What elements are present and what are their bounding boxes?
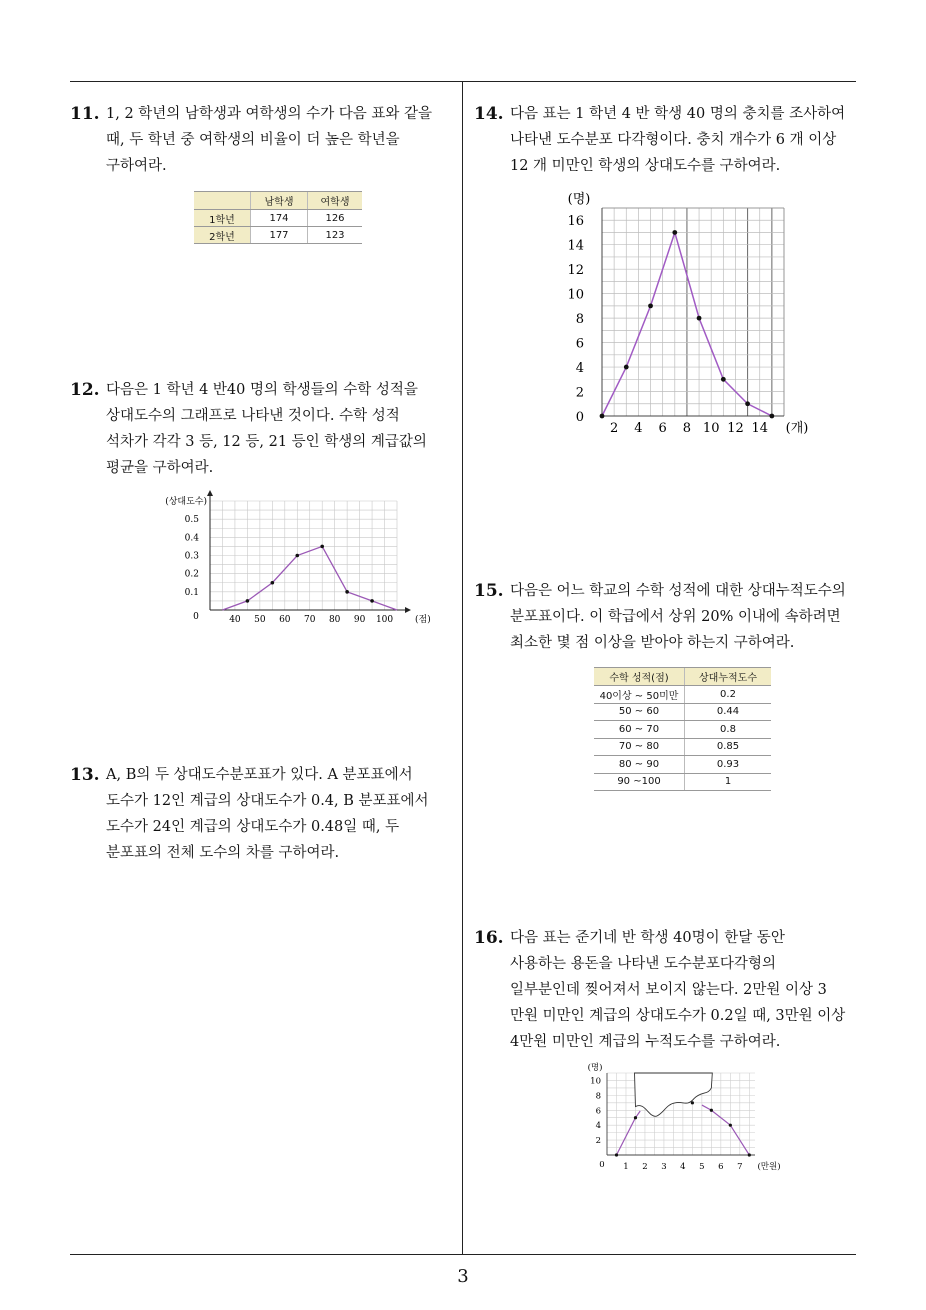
- data-point: [697, 316, 702, 321]
- question-text-line: 평균을 구하여라.: [106, 460, 214, 476]
- x-tick-label: 10: [702, 421, 720, 436]
- y-axis-label: (상대도수): [165, 497, 207, 507]
- question-text-line: 다음은 1 학년 4 반40 명의 학생들의 수학 성적을: [106, 382, 418, 398]
- question-text-line: 구하여라.: [106, 158, 167, 174]
- table-header: 남학생: [251, 192, 308, 210]
- x-tick-label: 100: [375, 615, 394, 625]
- question-text-line: 석차가 각각 3 등, 12 등, 21 등인 학생의 계급값의: [106, 434, 427, 450]
- y-tick-label: 4: [575, 361, 584, 377]
- x-tick-label: 90: [353, 615, 366, 625]
- y-tick-label: 14: [567, 238, 584, 254]
- question-text-line: 사용하는 용돈을 나타낸 도수분포다각형의: [510, 956, 776, 972]
- x-tick-label: 60: [279, 615, 291, 625]
- q12-relative-frequency-chart: [140, 487, 431, 632]
- y-tick-label: 0.1: [184, 587, 199, 598]
- y-tick-label: 0.4: [184, 533, 199, 544]
- x-axis-label: (만원): [757, 1162, 781, 1172]
- question-text-line: 1, 2 학년의 남학생과 여학생의 수가 다음 표와 같을: [106, 106, 433, 122]
- question-11: [70, 101, 455, 179]
- top-rule: [70, 81, 856, 82]
- table-cell: 174: [251, 210, 308, 227]
- question-text-line: 12 개 미만인 학생의 상대도수를 구하여라.: [510, 158, 781, 174]
- y-tick-label: 0.3: [184, 551, 199, 562]
- table-cell: 40이상 ~ 50미만: [594, 686, 685, 704]
- data-point: [648, 303, 653, 308]
- data-point: [721, 377, 726, 382]
- x-tick-label: 6: [718, 1162, 724, 1172]
- data-point: [246, 599, 250, 603]
- y-axis-label: (명): [587, 1063, 603, 1073]
- question-text-line: 최소한 몇 점 이상을 받아야 하는지 구하여라.: [510, 635, 795, 651]
- question-15: [474, 578, 859, 656]
- y-tick-label: 12: [567, 263, 584, 279]
- x-axis-arrow: [405, 607, 411, 613]
- x-tick-label: 4: [634, 421, 643, 436]
- table-cell: 80 ~ 90: [594, 756, 685, 774]
- y-tick-label: 10: [567, 287, 584, 303]
- q15-table: [594, 667, 771, 791]
- y-tick-label: 10: [590, 1076, 601, 1087]
- q11-table: [194, 191, 362, 244]
- x-tick-label: 1: [623, 1162, 629, 1172]
- table-cell: 2학년: [194, 227, 251, 244]
- y-tick-label: 6: [595, 1106, 601, 1117]
- question-text-line: 도수가 24인 계급의 상대도수가 0.48일 때, 두: [106, 819, 400, 835]
- question-number: 14.: [474, 104, 504, 124]
- q16-torn-frequency-polygon: [580, 1060, 790, 1175]
- data-point: [271, 581, 275, 585]
- y-tick-label: 0.2: [184, 569, 199, 580]
- table-cell: 70 ~ 80: [594, 738, 685, 756]
- x-axis-label: (개): [785, 421, 809, 436]
- data-point: [295, 554, 299, 558]
- y-tick-label: 8: [575, 312, 584, 328]
- y-tick-label: 4: [595, 1121, 601, 1132]
- data-point: [672, 230, 677, 235]
- x-tick-label: 4: [680, 1162, 686, 1172]
- column-divider: [462, 81, 463, 1255]
- question-number: 16.: [474, 928, 504, 948]
- table-cell: 1학년: [194, 210, 251, 227]
- y-tick-label: 0.5: [184, 515, 199, 526]
- x-tick-label: 40: [229, 615, 241, 625]
- y-tick-label: 0: [575, 410, 584, 425]
- data-point: [745, 401, 750, 406]
- x-tick-label: 7: [737, 1162, 743, 1172]
- question-number: 12.: [70, 380, 100, 400]
- x-tick-label: 12: [727, 421, 744, 436]
- question-text-line: 다음은 어느 학교의 수학 성적에 대한 상대누적도수의: [510, 583, 846, 599]
- q14-frequency-polygon: [555, 188, 815, 438]
- question-text-line: 만원 미만인 계급의 상대도수가 0.2일 때, 3만원 이상: [510, 1008, 846, 1024]
- question-text-line: 상대도수의 그래프로 나타낸 것이다. 수학 성적: [106, 408, 400, 424]
- y-axis-label: (명): [567, 192, 591, 207]
- table-header: 상대누적도수: [685, 668, 772, 686]
- table-cell: 0.93: [685, 756, 772, 774]
- question-text-line: 분포표의 전체 도수의 차를 구하여라.: [106, 845, 340, 861]
- table-cell: 0.8: [685, 721, 772, 739]
- table-header: 수학 성적(점): [594, 668, 685, 686]
- table-cell: 177: [251, 227, 308, 244]
- x-axis-label: (점): [415, 615, 431, 625]
- table-cell: 0.2: [685, 686, 772, 704]
- table-cell: 0.44: [685, 703, 772, 721]
- y-tick-label: 2: [595, 1136, 601, 1147]
- question-text-line: 도수가 12인 계급의 상대도수가 0.4, B 분포표에서: [106, 793, 429, 809]
- x-tick-label: 6: [658, 421, 667, 436]
- data-point: [748, 1153, 751, 1156]
- data-point: [600, 414, 605, 419]
- question-12: [70, 377, 455, 481]
- origin-label: 0: [193, 612, 199, 622]
- data-point: [345, 590, 349, 594]
- y-tick-label: 2: [575, 385, 584, 401]
- data-point: [691, 1101, 694, 1104]
- question-text-line: 4만원 미만인 계급의 누적도수를 구하여라.: [510, 1034, 781, 1050]
- data-point: [320, 545, 324, 549]
- question-13: [70, 762, 455, 866]
- question-text-line: 다음 표는 준기네 반 학생 40명이 한달 동안: [510, 930, 785, 946]
- x-tick-label: 5: [699, 1162, 705, 1172]
- table-cell: 50 ~ 60: [594, 703, 685, 721]
- data-point: [624, 365, 629, 370]
- question-14: [474, 101, 859, 179]
- y-tick-label: 16: [567, 214, 584, 230]
- question-text-line: 다음 표는 1 학년 4 반 학생 40 명의 충치를 조사하여: [510, 106, 846, 122]
- question-text-line: 때, 두 학년 중 여학생의 비율이 더 높은 학년을: [106, 132, 400, 148]
- question-text-line: 일부분인데 찢어져서 보이지 않는다. 2만원 이상 3: [510, 982, 827, 998]
- table-cell: 1: [685, 773, 772, 791]
- data-point: [615, 1153, 618, 1156]
- table-cell: 90 ~100: [594, 773, 685, 791]
- y-tick-label: 8: [595, 1091, 601, 1102]
- table-header: 여학생: [308, 192, 363, 210]
- data-point: [710, 1109, 713, 1112]
- data-point: [769, 414, 774, 419]
- table-cell: 0.85: [685, 738, 772, 756]
- data-point: [634, 1116, 637, 1119]
- table-header: [194, 192, 251, 210]
- x-tick-label: 14: [751, 421, 769, 436]
- y-axis-arrow: [207, 490, 213, 496]
- table-cell: 60 ~ 70: [594, 721, 685, 739]
- question-text-line: A, B의 두 상대도수분포표가 있다. A 분포표에서: [106, 767, 413, 783]
- bottom-rule: [70, 1254, 856, 1255]
- x-tick-label: 3: [661, 1162, 667, 1172]
- x-tick-label: 8: [682, 421, 692, 436]
- table-cell: 123: [308, 227, 363, 244]
- data-point: [370, 599, 374, 603]
- table-cell: 126: [308, 210, 363, 227]
- question-16: [474, 925, 874, 1055]
- x-tick-label: 80: [328, 615, 341, 625]
- question-number: 13.: [70, 765, 100, 785]
- question-number: 15.: [474, 581, 504, 601]
- question-text-line: 나타낸 도수분포 다각형이다. 충치 개수가 6 개 이상: [510, 132, 837, 148]
- x-tick-label: 70: [304, 615, 316, 625]
- question-text-line: 분포표이다. 이 학급에서 상위 20% 이내에 속하려면: [510, 609, 841, 625]
- question-number: 11.: [70, 104, 100, 124]
- data-point: [729, 1124, 732, 1127]
- x-tick-label: 2: [642, 1162, 648, 1172]
- origin-label: 0: [599, 1160, 605, 1170]
- page-number: 3: [457, 1266, 469, 1287]
- y-tick-label: 6: [575, 336, 584, 352]
- x-tick-label: 50: [254, 615, 266, 625]
- x-tick-label: 2: [609, 421, 619, 436]
